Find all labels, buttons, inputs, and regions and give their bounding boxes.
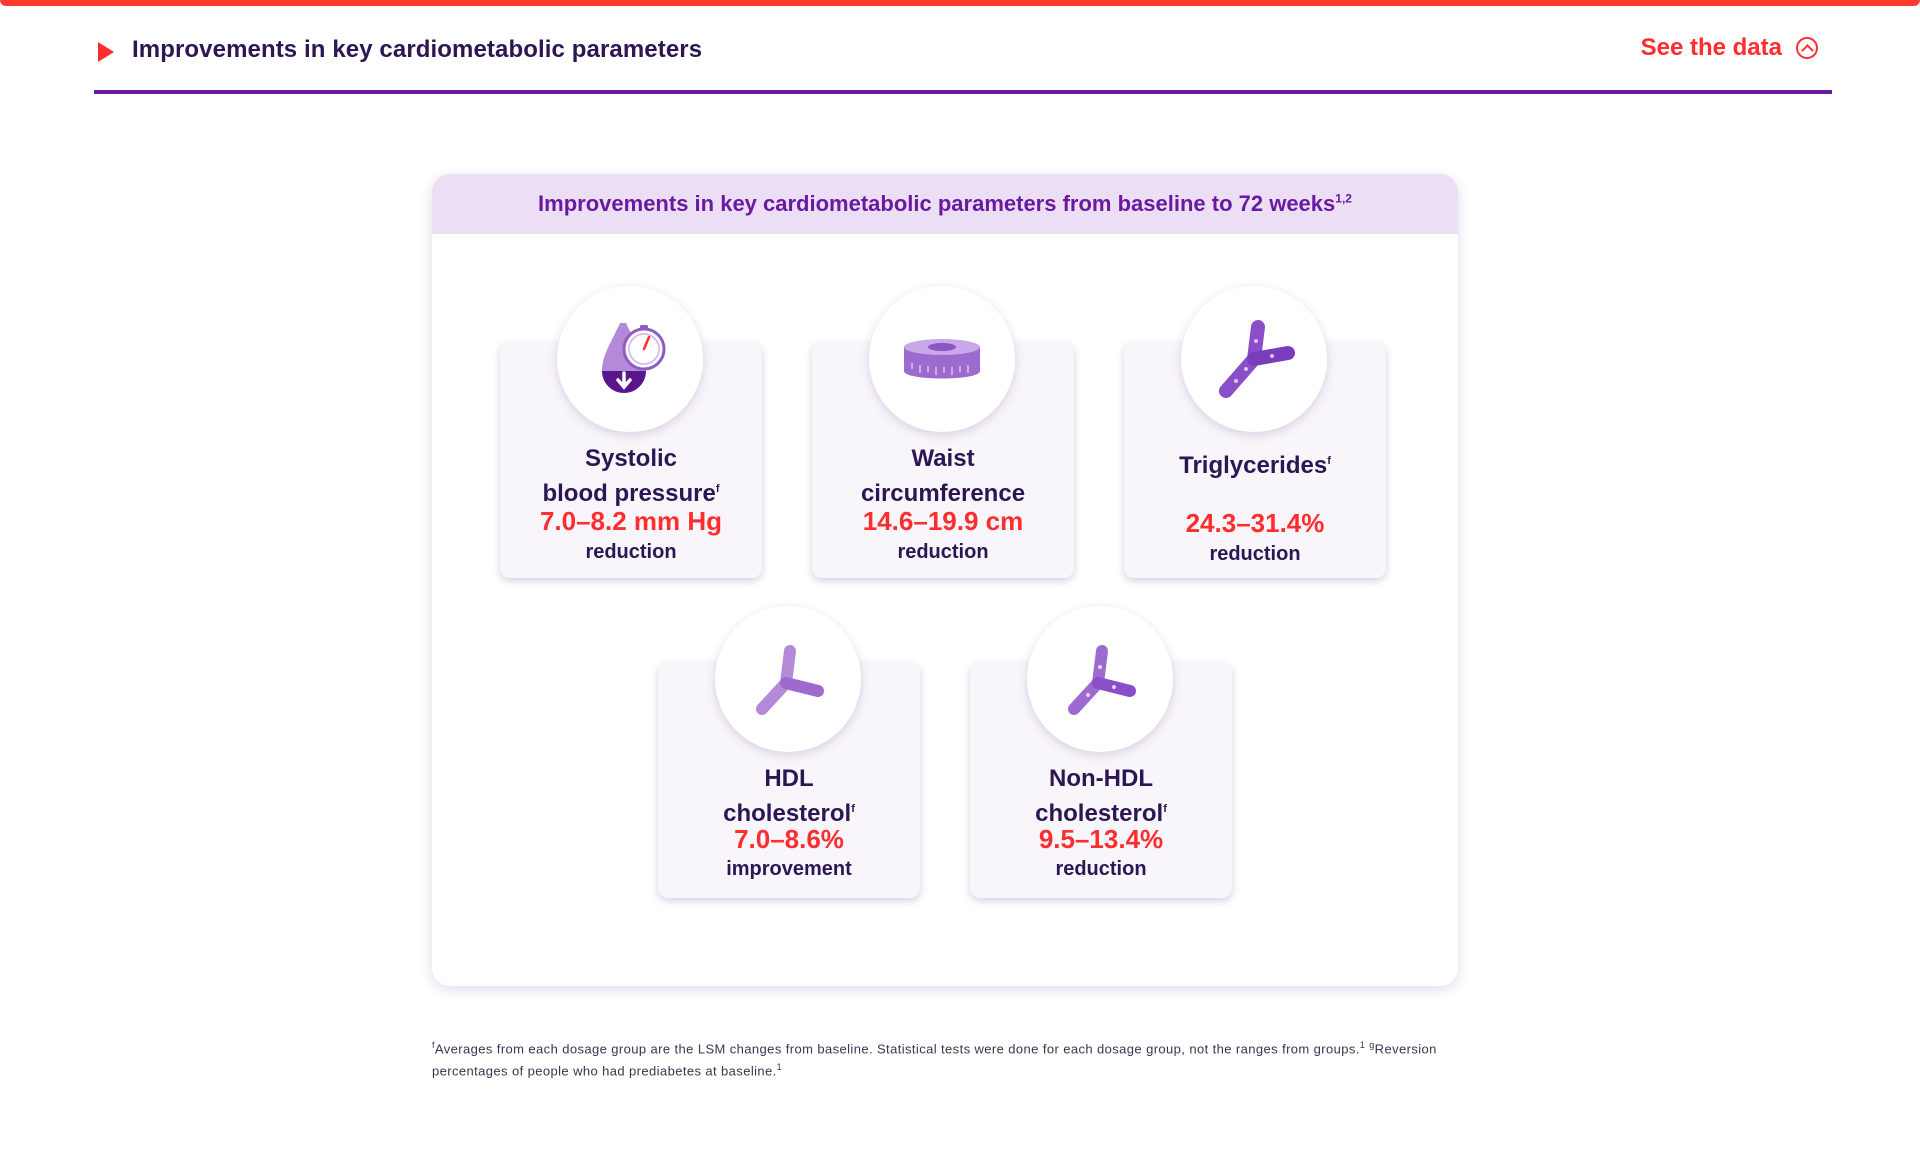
see-the-data-label: See the data <box>1640 34 1782 61</box>
card-caption: reduction <box>897 541 989 563</box>
panel-title: Improvements in key cardiometabolic parameters from baseline to 72 weeks$^{1,2}$ <box>538 191 1352 216</box>
card-value: 9.5–13.4% <box>1038 824 1164 854</box>
card-caption: reduction <box>1209 543 1301 565</box>
card-value: 24.3–31.4% <box>1185 508 1325 538</box>
card-caption: reduction <box>585 541 677 563</box>
blood-vessel-icon <box>740 631 836 727</box>
card-name: Non-HDL cholesterol$^f$ <box>1035 765 1167 827</box>
card-icon-circle <box>1181 286 1327 432</box>
chevron-up-circle-icon[interactable] <box>1796 37 1818 59</box>
card-name: HDL cholesterol$^f$ <box>723 765 855 827</box>
accordion-header[interactable] <box>94 30 1832 94</box>
tape-measure-icon <box>894 311 990 407</box>
card-icon-circle <box>869 286 1015 432</box>
card-name: Waist circumference <box>860 445 1026 507</box>
card-hdl-cholesterol <box>658 662 920 898</box>
card-non-hdl-cholesterol <box>970 662 1232 898</box>
expand-arrow-icon <box>98 42 114 62</box>
card-name: Triglycerides$^f$ <box>1179 452 1331 479</box>
card-value: 7.0–8.6% <box>734 824 844 854</box>
blood-vessel-icon <box>1206 311 1302 407</box>
card-waist-circumference <box>812 342 1074 578</box>
accordion-title: Improvements in key cardiometabolic parameters <box>132 36 703 63</box>
panel-header <box>432 174 1458 234</box>
card-icon-circle <box>557 286 703 432</box>
card-icon-circle <box>715 606 861 752</box>
footnote: $^f$Averages from each dosage group are the LSM changes from baseline. Statistical tests were done for each dosage group, not the ranges from groups.$^1$ $^g$Reversion percentages of people who had prediabetes at baseline.$^1$ <box>432 1040 1437 1079</box>
see-the-data-button[interactable] <box>1641 34 1818 62</box>
card-value: 14.6–19.9 cm <box>862 506 1024 536</box>
card-caption: improvement <box>726 858 852 880</box>
card-name: Systolic blood pressure$^f$ <box>542 445 720 507</box>
card-triglycerides <box>1124 342 1386 578</box>
card-value: 7.0–8.2 mm Hg <box>539 506 723 536</box>
blood-pressure-gauge-icon <box>582 311 678 407</box>
top-accent-rule <box>0 0 1920 6</box>
blood-vessel-icon <box>1052 631 1148 727</box>
card-systolic-blood-pressure <box>500 342 762 578</box>
card-caption: reduction <box>1055 858 1147 880</box>
cardiometabolic-panel <box>432 174 1458 986</box>
card-icon-circle <box>1027 606 1173 752</box>
